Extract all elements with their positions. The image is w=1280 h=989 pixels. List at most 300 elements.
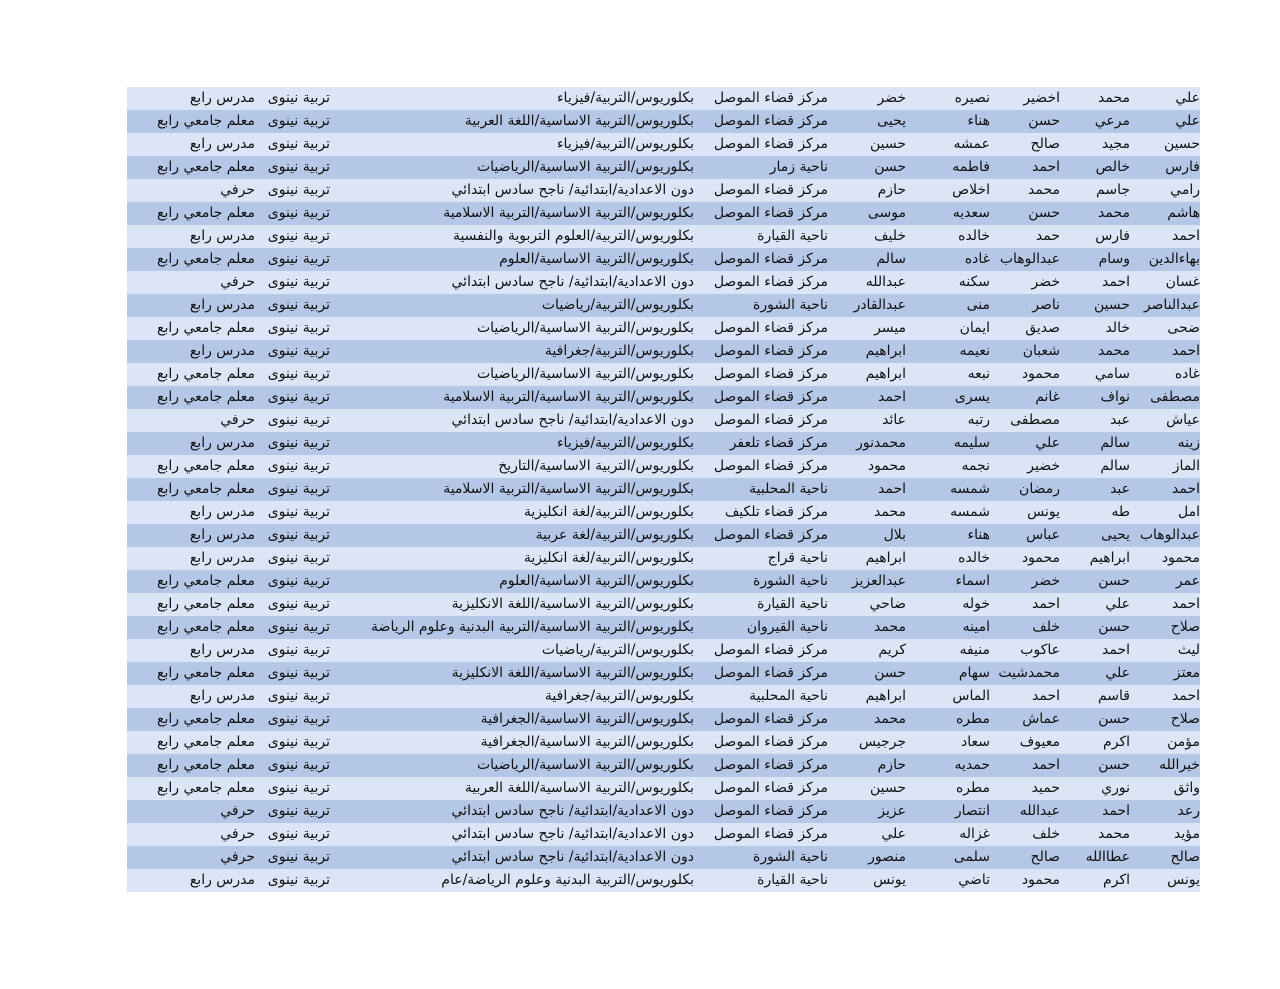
cell-first-name: غسان xyxy=(1165,274,1200,290)
cell-job-title: معلم جامعي رابع xyxy=(157,757,255,773)
cell-mother-father-name: احمد xyxy=(878,389,906,405)
cell-first-name: محمود xyxy=(1161,550,1200,566)
cell-job-title: معلم جامعي رابع xyxy=(157,665,255,681)
cell-job-title: معلم جامعي رابع xyxy=(157,619,255,635)
cell-father-name: فارس xyxy=(1095,228,1130,244)
cell-mother-name: منى xyxy=(966,297,990,313)
cell-grandfather-name: حسن xyxy=(1028,113,1060,129)
cell-qualification: دون الاعدادية/ابتدائية/ ناجح سادس ابتدائي xyxy=(451,849,694,865)
cell-mother-father-name: عبدالعزيز xyxy=(851,573,906,589)
cell-mother-name: الماس xyxy=(952,688,990,704)
cell-father-name: احمد xyxy=(1102,803,1130,819)
cell-father-name: مجيد xyxy=(1101,136,1130,152)
cell-mother-name: سهام xyxy=(958,665,990,681)
cell-father-name: عبد xyxy=(1110,412,1130,428)
cell-job-title: حرفي xyxy=(220,849,255,865)
cell-job-title: معلم جامعي رابع xyxy=(157,366,255,382)
cell-father-name: وسام xyxy=(1098,251,1130,267)
cell-mother-name: شمسه xyxy=(950,504,990,520)
cell-father-name: محمد xyxy=(1098,90,1130,106)
cell-mother-father-name: بلال xyxy=(883,527,906,543)
cell-location: مركز قضاء الموصل xyxy=(713,251,828,267)
cell-directorate: تربية نينوى xyxy=(267,688,330,704)
cell-grandfather-name: خلف xyxy=(1032,619,1060,635)
cell-location: ناحية الشورة xyxy=(753,573,828,589)
cell-qualification: بكلوريوس/التربية الاساسية/الرياضيات xyxy=(476,366,694,382)
cell-location: مركز قضاء الموصل xyxy=(713,90,828,106)
cell-mother-name: نجمه xyxy=(961,458,990,474)
cell-father-name: احمد xyxy=(1102,274,1130,290)
cell-location: مركز قضاء الموصل xyxy=(713,366,828,382)
cell-mother-father-name: عائد xyxy=(882,412,906,428)
cell-grandfather-name: احمد xyxy=(1032,688,1060,704)
cell-first-name: حسين xyxy=(1163,136,1200,152)
table-row xyxy=(127,87,1200,110)
cell-grandfather-name: اخضير xyxy=(1023,90,1060,106)
cell-mother-father-name: خضر xyxy=(877,90,906,106)
cell-mother-father-name: عبدالله xyxy=(865,274,906,290)
cell-job-title: معلم جامعي رابع xyxy=(157,113,255,129)
table-row xyxy=(127,455,1200,478)
cell-job-title: معلم جامعي رابع xyxy=(157,159,255,175)
cell-directorate: تربية نينوى xyxy=(267,343,330,359)
cell-location: مركز قضاء الموصل xyxy=(713,389,828,405)
cell-job-title: مدرس رابع xyxy=(189,136,255,152)
cell-mother-name: رتبه xyxy=(967,412,990,428)
cell-mother-name: يسرى xyxy=(954,389,990,405)
cell-mother-name: خوله xyxy=(962,596,990,612)
cell-mother-father-name: حسن xyxy=(874,159,906,175)
cell-job-title: مدرس رابع xyxy=(189,550,255,566)
cell-mother-father-name: محمد xyxy=(874,711,906,727)
cell-location: ناحية المحلبية xyxy=(749,481,828,497)
cell-father-name: سامي xyxy=(1094,366,1130,382)
table-row xyxy=(127,478,1200,501)
cell-grandfather-name: ناصر xyxy=(1032,297,1060,313)
cell-grandfather-name: عبدالله xyxy=(1019,803,1060,819)
cell-directorate: تربية نينوى xyxy=(267,205,330,221)
table-row xyxy=(127,616,1200,639)
cell-mother-father-name: حازم xyxy=(877,757,906,773)
cell-mother-father-name: ابراهيم xyxy=(865,688,906,704)
cell-grandfather-name: يونس xyxy=(1027,504,1060,520)
cell-location: مركز قضاء الموصل xyxy=(713,665,828,681)
cell-qualification: بكلوريوس/التربية الاساسية/الجغرافية xyxy=(480,711,694,727)
cell-qualification: دون الاعدادية/ابتدائية/ ناجح سادس ابتدائي xyxy=(451,826,694,842)
cell-grandfather-name: صالح xyxy=(1030,136,1060,152)
cell-job-title: مدرس رابع xyxy=(189,228,255,244)
cell-location: مركز قضاء الموصل xyxy=(713,780,828,796)
cell-mother-father-name: ابراهيم xyxy=(865,343,906,359)
cell-location: ناحية الشورة xyxy=(753,297,828,313)
cell-mother-father-name: حسين xyxy=(869,136,906,152)
cell-first-name: احمد xyxy=(1172,228,1200,244)
cell-location: ناحية الشورة xyxy=(753,849,828,865)
cell-mother-father-name: جرجيس xyxy=(858,734,906,750)
cell-directorate: تربية نينوى xyxy=(267,412,330,428)
table-row xyxy=(127,363,1200,386)
cell-father-name: اكرم xyxy=(1103,872,1130,888)
cell-directorate: تربية نينوى xyxy=(267,251,330,267)
cell-directorate: تربية نينوى xyxy=(267,550,330,566)
cell-father-name: حسين xyxy=(1093,297,1130,313)
cell-mother-name: سعديه xyxy=(952,205,990,221)
cell-qualification: بكلوريوس/التربية الاساسية/التربية الاسلامية xyxy=(443,389,694,405)
cell-first-name: علي xyxy=(1175,113,1200,129)
cell-grandfather-name: معيوف xyxy=(1019,734,1060,750)
cell-father-name: حسن xyxy=(1098,757,1130,773)
cell-first-name: غاده xyxy=(1174,366,1200,382)
cell-mother-name: نصيره xyxy=(954,90,990,106)
cell-directorate: تربية نينوى xyxy=(267,803,330,819)
cell-location: مركز قضاء تلعفر xyxy=(729,435,828,451)
cell-father-name: حسن xyxy=(1098,711,1130,727)
cell-mother-name: نبعه xyxy=(967,366,990,382)
cell-first-name: واثق xyxy=(1173,780,1200,796)
cell-first-name: ليث xyxy=(1177,642,1200,658)
table-row xyxy=(127,593,1200,616)
cell-directorate: تربية نينوى xyxy=(267,757,330,773)
cell-directorate: تربية نينوى xyxy=(267,159,330,175)
cell-qualification: بكلوريوس/التربية/رياضيات xyxy=(541,642,694,658)
cell-mother-father-name: محمدنور xyxy=(856,435,906,451)
cell-mother-father-name: سالم xyxy=(876,251,906,267)
cell-directorate: تربية نينوى xyxy=(267,619,330,635)
cell-qualification: بكلوريوس/التربية/جغرافية xyxy=(544,688,694,704)
cell-directorate: تربية نينوى xyxy=(267,665,330,681)
cell-job-title: مدرس رابع xyxy=(189,504,255,520)
cell-qualification: بكلوريوس/التربية/لغة انكليزية xyxy=(523,550,694,566)
cell-mother-name: عمشه xyxy=(953,136,990,152)
cell-mother-father-name: علي xyxy=(881,826,906,842)
cell-directorate: تربية نينوى xyxy=(267,228,330,244)
cell-job-title: معلم جامعي رابع xyxy=(157,481,255,497)
cell-mother-name: هناء xyxy=(967,113,990,129)
table-row xyxy=(127,777,1200,800)
cell-mother-father-name: ابراهيم xyxy=(865,550,906,566)
cell-grandfather-name: حميد xyxy=(1031,780,1060,796)
cell-location: مركز قضاء الموصل xyxy=(713,205,828,221)
cell-directorate: تربية نينوى xyxy=(267,872,330,888)
cell-directorate: تربية نينوى xyxy=(267,642,330,658)
cell-father-name: عبد xyxy=(1110,481,1130,497)
cell-father-name: محمد xyxy=(1098,826,1130,842)
cell-job-title: مدرس رابع xyxy=(189,343,255,359)
cell-qualification: بكلوريوس/التربية الاساسية/التاريخ xyxy=(498,458,694,474)
cell-mother-father-name: يحيى xyxy=(877,113,906,129)
cell-directorate: تربية نينوى xyxy=(267,849,330,865)
cell-mother-name: خالده xyxy=(958,228,990,244)
table-row xyxy=(127,639,1200,662)
cell-location: مركز قضاء الموصل xyxy=(713,458,828,474)
cell-grandfather-name: حسن xyxy=(1028,205,1060,221)
cell-father-name: حسن xyxy=(1098,619,1130,635)
cell-qualification: بكلوريوس/التربية/فيزياء xyxy=(556,136,694,152)
cell-mother-name: تاضي xyxy=(958,872,990,888)
table-row xyxy=(127,432,1200,455)
cell-mother-father-name: ابراهيم xyxy=(865,366,906,382)
table-row xyxy=(127,823,1200,846)
table-row xyxy=(127,547,1200,570)
cell-first-name: مصطفى xyxy=(1150,389,1200,405)
cell-mother-name: ايمان xyxy=(959,320,990,336)
cell-grandfather-name: عماش xyxy=(1022,711,1060,727)
cell-directorate: تربية نينوى xyxy=(267,596,330,612)
cell-location: ناحية المحلبية xyxy=(749,688,828,704)
cell-first-name: عمر xyxy=(1175,573,1200,589)
cell-job-title: معلم جامعي رابع xyxy=(157,205,255,221)
cell-location: مركز قضاء الموصل xyxy=(713,136,828,152)
cell-first-name: عبدالناصر xyxy=(1143,297,1200,313)
cell-mother-name: شمسه xyxy=(950,481,990,497)
cell-grandfather-name: علي xyxy=(1035,435,1060,451)
cell-qualification: بكلوريوس/التربية/العلوم التربوية والنفسية xyxy=(452,228,694,244)
table-row xyxy=(127,685,1200,708)
cell-qualification: بكلوريوس/التربية/فيزياء xyxy=(556,90,694,106)
cell-mother-father-name: ميسر xyxy=(874,320,906,336)
cell-directorate: تربية نينوى xyxy=(267,320,330,336)
cell-first-name: صلاح xyxy=(1170,619,1200,635)
cell-mother-name: انتصار xyxy=(954,803,990,819)
cell-directorate: تربية نينوى xyxy=(267,780,330,796)
cell-father-name: محمد xyxy=(1098,205,1130,221)
cell-qualification: بكلوريوس/التربية الاساسية/الرياضيات xyxy=(476,159,694,175)
table-row xyxy=(127,179,1200,202)
table-row xyxy=(127,869,1200,892)
cell-father-name: نوري xyxy=(1101,780,1130,796)
cell-first-name: مؤيد xyxy=(1174,826,1200,842)
cell-location: مركز قضاء الموصل xyxy=(713,527,828,543)
cell-directorate: تربية نينوى xyxy=(267,458,330,474)
cell-first-name: عبدالوهاب xyxy=(1139,527,1200,543)
cell-grandfather-name: احمد xyxy=(1032,757,1060,773)
table-row xyxy=(127,501,1200,524)
cell-mother-name: سكنه xyxy=(958,274,990,290)
table-row xyxy=(127,317,1200,340)
cell-job-title: مدرس رابع xyxy=(189,435,255,451)
cell-grandfather-name: احمد xyxy=(1032,159,1060,175)
cell-mother-father-name: محمود xyxy=(867,458,906,474)
cell-father-name: سالم xyxy=(1100,435,1130,451)
cell-grandfather-name: محمود xyxy=(1021,550,1060,566)
cell-directorate: تربية نينوى xyxy=(267,481,330,497)
cell-mother-name: امينه xyxy=(962,619,990,635)
cell-directorate: تربية نينوى xyxy=(267,274,330,290)
cell-first-name: زينه xyxy=(1177,435,1200,451)
cell-location: مركز قضاء الموصل xyxy=(713,343,828,359)
cell-grandfather-name: غانم xyxy=(1035,389,1060,405)
table-row xyxy=(127,110,1200,133)
cell-mother-name: هناء xyxy=(967,527,990,543)
cell-father-name: علي xyxy=(1105,596,1130,612)
cell-directorate: تربية نينوى xyxy=(267,136,330,152)
cell-location: مركز قضاء الموصل xyxy=(713,113,828,129)
cell-first-name: احمد xyxy=(1172,481,1200,497)
cell-qualification: بكلوريوس/التربية الاساسية/اللغة العربية xyxy=(464,780,694,796)
table-row xyxy=(127,225,1200,248)
cell-grandfather-name: احمد xyxy=(1032,596,1060,612)
table-row xyxy=(127,731,1200,754)
cell-first-name: معتز xyxy=(1173,665,1200,681)
cell-mother-name: سلمى xyxy=(953,849,990,865)
cell-qualification: دون الاعدادية/ابتدائية/ ناجح سادس ابتدائي xyxy=(451,182,694,198)
cell-qualification: دون الاعدادية/ابتدائية/ ناجح سادس ابتدائي xyxy=(451,803,694,819)
cell-mother-father-name: محمد xyxy=(874,504,906,520)
table-row xyxy=(127,662,1200,685)
cell-father-name: حسن xyxy=(1098,573,1130,589)
cell-father-name: علي xyxy=(1105,665,1130,681)
cell-qualification: بكلوريوس/التربية الاساسية/اللغة الانكليزية xyxy=(451,665,694,681)
cell-directorate: تربية نينوى xyxy=(267,711,330,727)
cell-mother-father-name: محمد xyxy=(874,619,906,635)
cell-mother-father-name: حسين xyxy=(869,780,906,796)
cell-qualification: بكلوريوس/التربية/فيزياء xyxy=(556,435,694,451)
cell-directorate: تربية نينوى xyxy=(267,297,330,313)
cell-father-name: قاسم xyxy=(1097,688,1130,704)
cell-first-name: احمد xyxy=(1172,596,1200,612)
cell-grandfather-name: خلف xyxy=(1032,826,1060,842)
cell-job-title: مدرس رابع xyxy=(189,297,255,313)
cell-mother-father-name: كريم xyxy=(878,642,906,658)
cell-location: ناحية زمار xyxy=(769,159,828,175)
cell-mother-name: غزاله xyxy=(959,826,990,842)
cell-mother-father-name: عبدالقادر xyxy=(853,297,906,313)
cell-first-name: فارس xyxy=(1165,159,1200,175)
cell-qualification: بكلوريوس/التربية الاساسية/التربية الاسلامية xyxy=(443,205,694,221)
cell-qualification: بكلوريوس/التربية/لغة انكليزية xyxy=(523,504,694,520)
cell-job-title: مدرس رابع xyxy=(189,642,255,658)
table-row xyxy=(127,156,1200,179)
cell-job-title: حرفي xyxy=(220,182,255,198)
cell-location: مركز قضاء الموصل xyxy=(713,734,828,750)
cell-mother-name: فاطمه xyxy=(952,159,990,175)
cell-grandfather-name: عاكوب xyxy=(1020,642,1060,658)
cell-directorate: تربية نينوى xyxy=(267,573,330,589)
cell-job-title: حرفي xyxy=(220,803,255,819)
table-row xyxy=(127,133,1200,156)
cell-first-name: رامي xyxy=(1170,182,1200,198)
cell-directorate: تربية نينوى xyxy=(267,366,330,382)
cell-job-title: مدرس رابع xyxy=(189,872,255,888)
cell-job-title: معلم جامعي رابع xyxy=(157,711,255,727)
cell-first-name: مؤمن xyxy=(1167,734,1200,750)
cell-directorate: تربية نينوى xyxy=(267,527,330,543)
cell-qualification: بكلوريوس/التربية الاساسية/التربية البدنية وعلوم الرياضة xyxy=(371,619,694,635)
table-row xyxy=(127,524,1200,547)
cell-location: مركز قضاء الموصل xyxy=(713,320,828,336)
cell-job-title: معلم جامعي رابع xyxy=(157,596,255,612)
cell-job-title: حرفي xyxy=(220,274,255,290)
cell-father-name: احمد xyxy=(1102,642,1130,658)
cell-father-name: نواف xyxy=(1100,389,1130,405)
cell-qualification: بكلوريوس/التربية/رياضيات xyxy=(541,297,694,313)
table-row xyxy=(127,294,1200,317)
cell-grandfather-name: خضر xyxy=(1031,274,1060,290)
cell-job-title: معلم جامعي رابع xyxy=(157,780,255,796)
cell-location: مركز قضاء الموصل xyxy=(713,182,828,198)
cell-first-name: صالح xyxy=(1170,849,1200,865)
cell-first-name: بهاءالدين xyxy=(1148,251,1200,267)
cell-mother-name: اسماء xyxy=(955,573,990,589)
cell-mother-father-name: خليف xyxy=(873,228,906,244)
cell-qualification: بكلوريوس/التربية/جغرافية xyxy=(544,343,694,359)
cell-job-title: مدرس رابع xyxy=(189,90,255,106)
table-row xyxy=(127,202,1200,225)
cell-grandfather-name: رمضان xyxy=(1019,481,1060,497)
cell-qualification: بكلوريوس/التربية الاساسية/التربية الاسلامية xyxy=(443,481,694,497)
cell-qualification: دون الاعدادية/ابتدائية/ ناجح سادس ابتدائي xyxy=(451,412,694,428)
cell-father-name: يحيى xyxy=(1101,527,1130,543)
cell-directorate: تربية نينوى xyxy=(267,113,330,129)
cell-directorate: تربية نينوى xyxy=(267,90,330,106)
cell-grandfather-name: محمود xyxy=(1021,872,1060,888)
cell-location: ناحية القيارة xyxy=(757,228,828,244)
cell-first-name: علي xyxy=(1175,90,1200,106)
cell-job-title: معلم جامعي رابع xyxy=(157,389,255,405)
cell-first-name: امل xyxy=(1178,504,1200,520)
cell-qualification: بكلوريوس/التربية/لغة عربية xyxy=(535,527,694,543)
cell-mother-father-name: موسى xyxy=(867,205,906,221)
cell-mother-name: سليمه xyxy=(953,435,990,451)
cell-directorate: تربية نينوى xyxy=(267,435,330,451)
table-row xyxy=(127,340,1200,363)
cell-mother-name: نعيمه xyxy=(959,343,990,359)
table-row xyxy=(127,846,1200,869)
cell-grandfather-name: محمود xyxy=(1021,366,1060,382)
cell-directorate: تربية نينوى xyxy=(267,389,330,405)
cell-qualification: دون الاعدادية/ابتدائية/ ناجح سادس ابتدائي xyxy=(451,274,694,290)
cell-father-name: سالم xyxy=(1100,458,1130,474)
cell-mother-name: مطره xyxy=(955,780,990,796)
cell-father-name: خالص xyxy=(1095,159,1130,175)
cell-first-name: احمد xyxy=(1172,688,1200,704)
cell-location: مركز قضاء الموصل xyxy=(713,642,828,658)
cell-mother-father-name: يونس xyxy=(873,872,906,888)
cell-location: مركز قضاء الموصل xyxy=(713,274,828,290)
cell-mother-name: مطره xyxy=(955,711,990,727)
cell-location: مركز قضاء تلكيف xyxy=(724,504,828,520)
cell-location: مركز قضاء الموصل xyxy=(713,803,828,819)
cell-father-name: طه xyxy=(1111,504,1130,520)
cell-first-name: خيرالله xyxy=(1159,757,1200,773)
cell-mother-name: حمديه xyxy=(954,757,990,773)
cell-directorate: تربية نينوى xyxy=(267,182,330,198)
cell-qualification: بكلوريوس/التربية الاساسية/الجغرافية xyxy=(480,734,694,750)
cell-location: مركز قضاء الموصل xyxy=(713,711,828,727)
cell-grandfather-name: خضير xyxy=(1027,458,1060,474)
spreadsheet-table xyxy=(127,87,1200,892)
cell-mother-name: خالده xyxy=(958,550,990,566)
cell-grandfather-name: حمد xyxy=(1035,228,1060,244)
cell-job-title: حرفي xyxy=(220,412,255,428)
cell-directorate: تربية نينوى xyxy=(267,734,330,750)
cell-job-title: معلم جامعي رابع xyxy=(157,458,255,474)
cell-job-title: مدرس رابع xyxy=(189,688,255,704)
cell-grandfather-name: محمدشيت xyxy=(998,665,1060,681)
cell-grandfather-name: محمد xyxy=(1028,182,1060,198)
table-row xyxy=(127,386,1200,409)
cell-mother-father-name: حسن xyxy=(874,665,906,681)
cell-mother-father-name: عزيز xyxy=(878,803,906,819)
cell-grandfather-name: شعبان xyxy=(1022,343,1060,359)
cell-father-name: عطاالله xyxy=(1085,849,1130,865)
cell-grandfather-name: صديق xyxy=(1025,320,1060,336)
table-row xyxy=(127,800,1200,823)
cell-grandfather-name: صالح xyxy=(1030,849,1060,865)
cell-grandfather-name: خضر xyxy=(1031,573,1060,589)
cell-qualification: بكلوريوس/التربية الاساسية/الرياضيات xyxy=(476,757,694,773)
cell-qualification: بكلوريوس/التربية الاساسية/العلوم xyxy=(499,251,694,267)
